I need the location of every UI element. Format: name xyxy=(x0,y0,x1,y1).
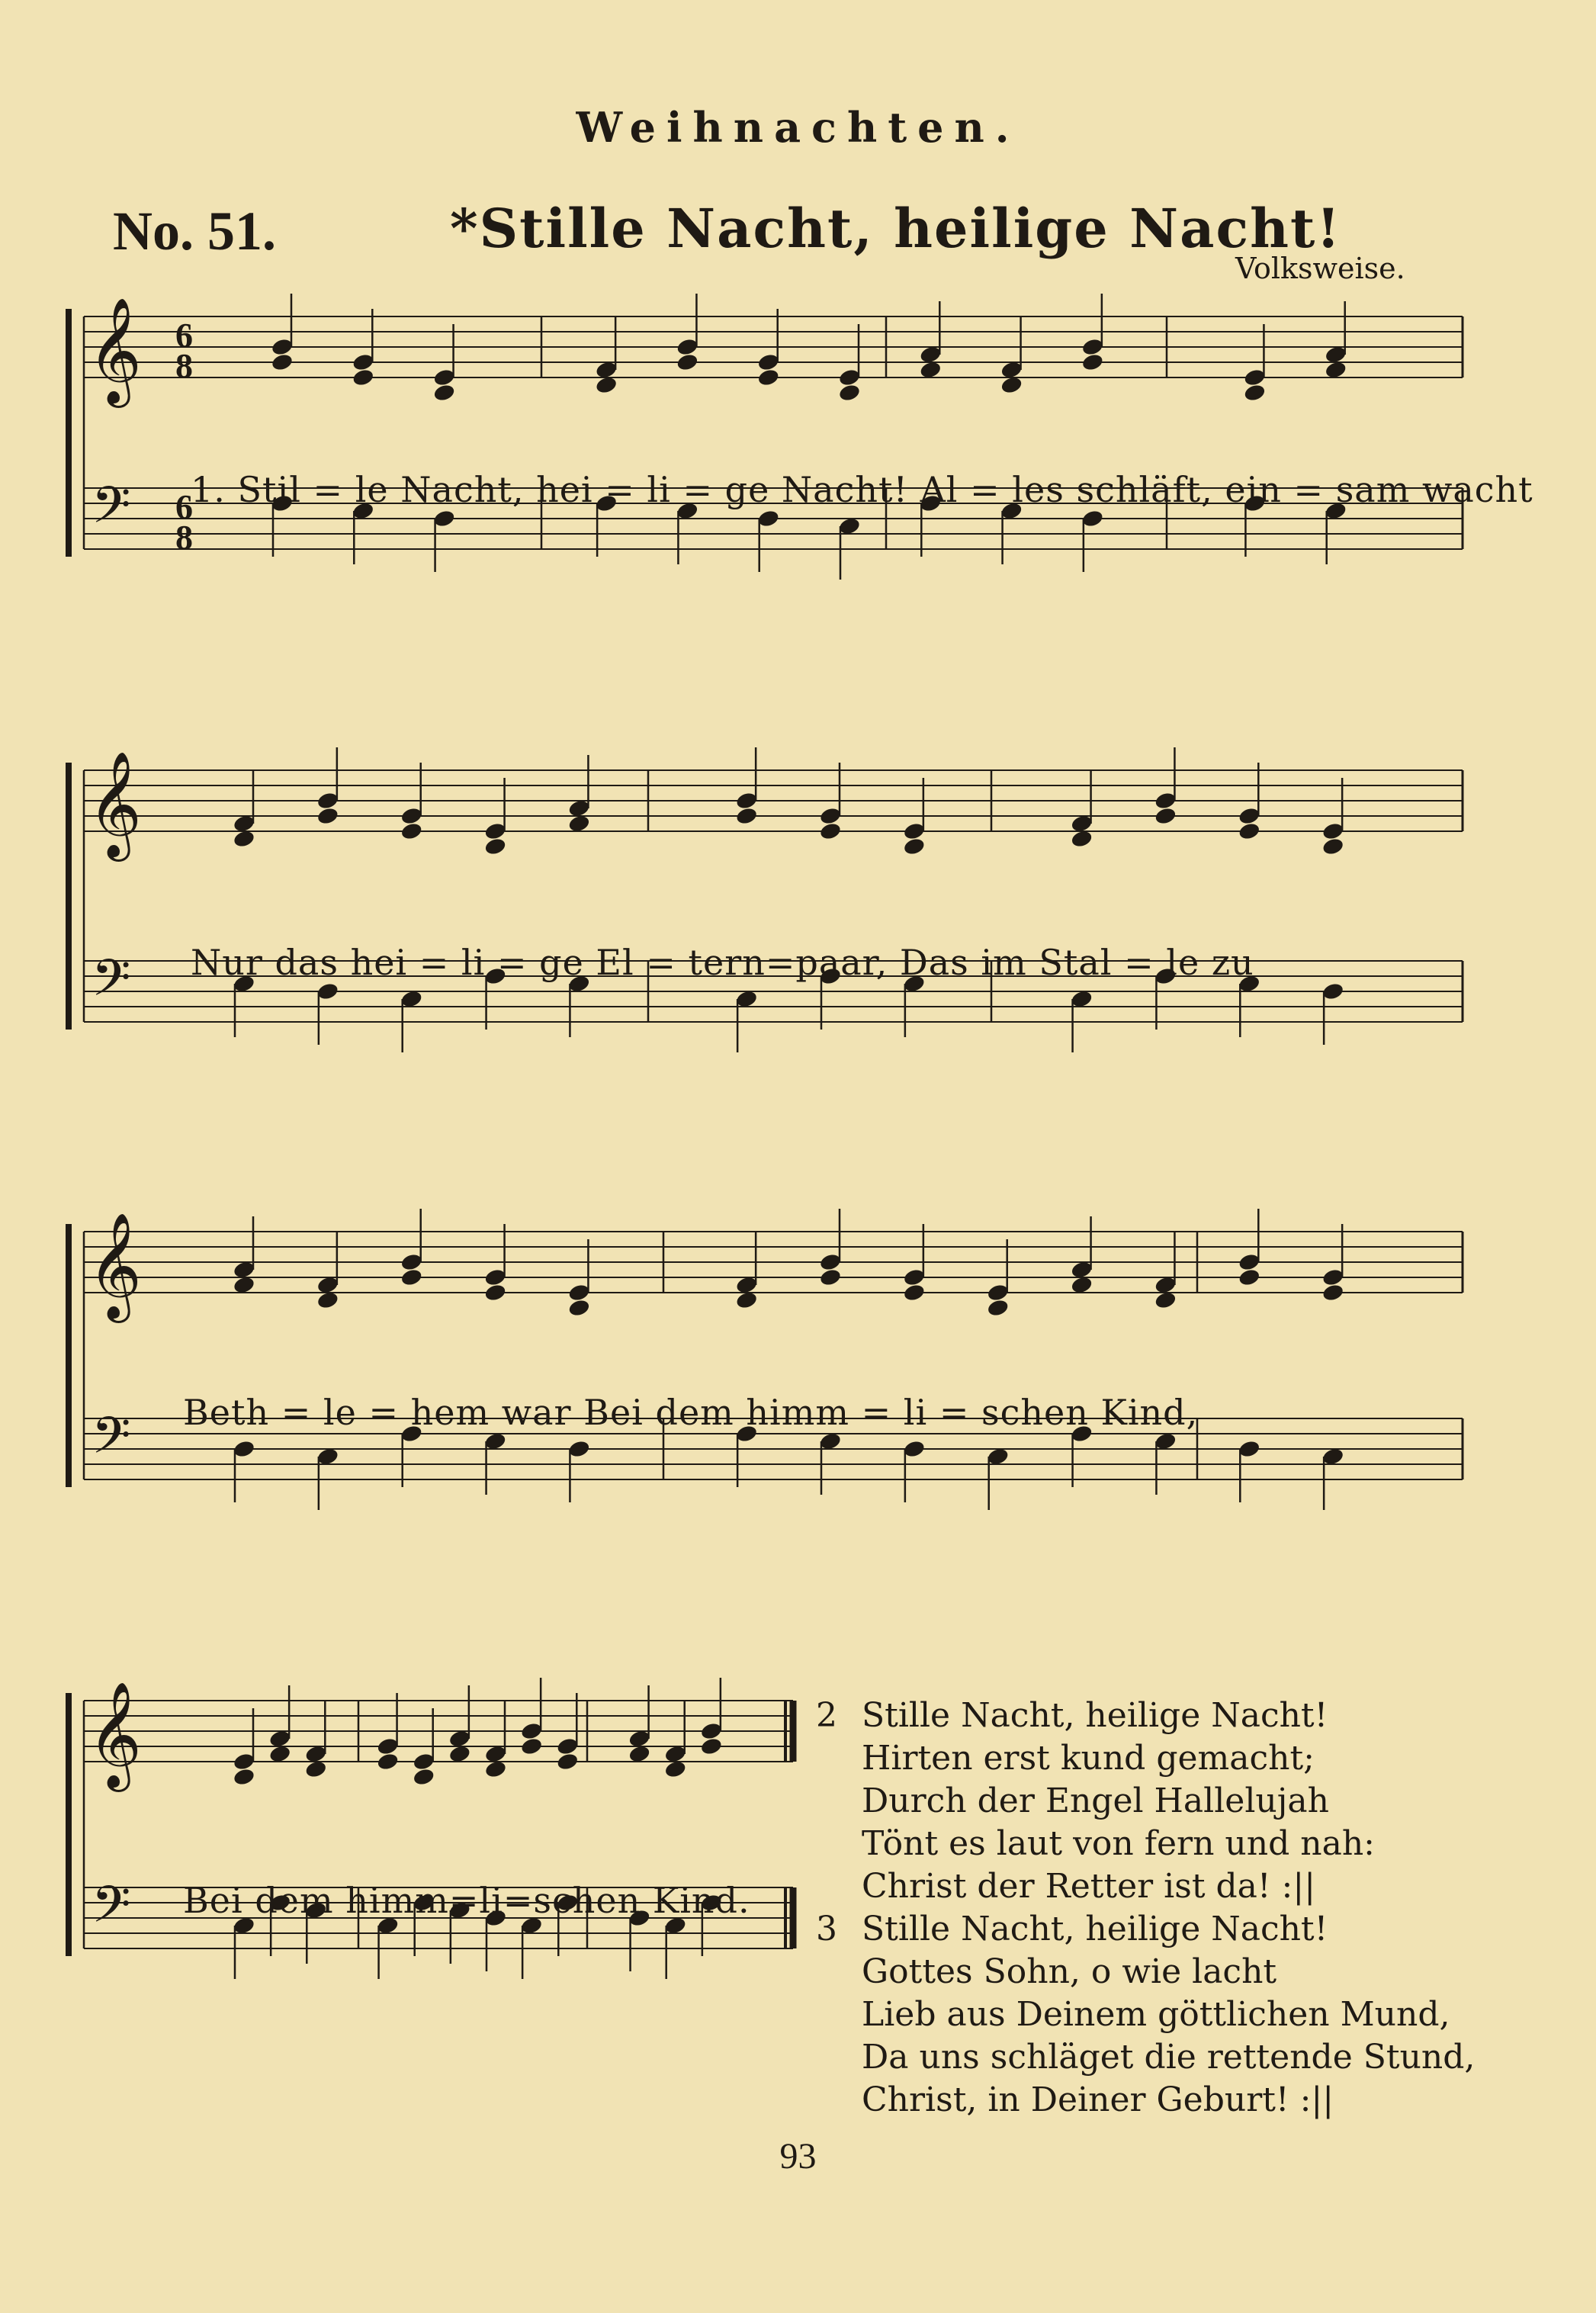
notehead xyxy=(432,368,456,387)
stanza-line xyxy=(816,1908,1475,1951)
notehead xyxy=(400,1267,423,1287)
notehead xyxy=(819,806,843,826)
notehead xyxy=(986,1298,1010,1318)
notehead xyxy=(1154,791,1177,811)
stanza-line xyxy=(816,1951,1475,1993)
stanza-line xyxy=(816,1780,1375,1823)
notehead xyxy=(567,1283,591,1303)
stanza-number: 3 xyxy=(816,1910,837,1948)
notehead xyxy=(1081,352,1105,372)
notehead xyxy=(819,1267,843,1287)
notehead xyxy=(903,821,926,841)
notehead xyxy=(483,837,507,856)
notehead xyxy=(400,806,423,826)
stanza-line xyxy=(816,2036,1475,2079)
notehead xyxy=(756,509,780,528)
treble-clef-icon: 𝄞 xyxy=(88,751,142,857)
stanza-3 xyxy=(816,1908,1475,2122)
notehead xyxy=(376,1736,400,1756)
bass-clef-icon: 𝄢 xyxy=(92,1406,131,1477)
notehead xyxy=(1238,821,1261,841)
notehead xyxy=(376,1752,400,1772)
notehead xyxy=(271,352,294,372)
time-signature-bottom: 8 xyxy=(175,346,193,385)
notehead xyxy=(316,981,340,1001)
notehead xyxy=(1321,1283,1345,1303)
notehead xyxy=(1081,337,1105,357)
notehead xyxy=(483,1267,507,1287)
notehead xyxy=(838,383,862,403)
bass-clef-icon: 𝄢 xyxy=(92,476,131,547)
notehead xyxy=(316,806,340,826)
notehead xyxy=(903,837,926,856)
stanza-text: Durch der Engel Hallelujah xyxy=(862,1781,1329,1820)
notehead xyxy=(676,337,699,357)
time-signature-top: 6 xyxy=(175,316,193,355)
notehead xyxy=(1321,837,1345,856)
notehead xyxy=(412,1752,435,1772)
notehead xyxy=(903,1439,926,1459)
stanza-line xyxy=(816,1993,1475,2036)
stanza-line xyxy=(816,1823,1375,1865)
notehead xyxy=(432,383,456,403)
stanza-text: Stille Nacht, heilige Nacht! xyxy=(862,1696,1328,1735)
lyric-line-3: Beth = le = hem war Bei dem himm = li = schen Kind, xyxy=(183,1392,1199,1433)
treble-clef-icon: 𝄞 xyxy=(88,1682,142,1788)
tune-attribution: Volksweise. xyxy=(1235,252,1405,285)
lyric-line-1: 1. Stil = le Nacht, hei = li = ge Nacht! Al = les schläft, ein = sam wacht xyxy=(191,469,1533,510)
stanza-line xyxy=(816,1737,1375,1780)
stanza-line xyxy=(816,1695,1375,1737)
bass-clef-icon: 𝄢 xyxy=(92,1875,131,1946)
notehead xyxy=(483,821,507,841)
section-title: Weihnachten. xyxy=(576,103,1020,152)
stanza-2 xyxy=(816,1695,1375,1908)
treble-clef-icon: 𝄞 xyxy=(88,297,142,403)
notehead xyxy=(1238,1267,1261,1287)
notehead xyxy=(556,1736,580,1756)
time-signature-bottom: 8 xyxy=(175,518,193,557)
notehead xyxy=(1081,509,1105,528)
notehead xyxy=(271,337,294,357)
notehead xyxy=(567,1298,591,1318)
notehead xyxy=(735,791,759,811)
notehead xyxy=(1321,981,1345,1001)
stanza-text: Stille Nacht, heilige Nacht! xyxy=(862,1910,1328,1948)
notehead xyxy=(233,1767,256,1787)
notehead xyxy=(567,1439,591,1459)
notehead xyxy=(233,1752,256,1772)
notehead xyxy=(233,1439,256,1459)
stanza-text: Lieb aus Deinem göttlichen Mund, xyxy=(862,1995,1450,2034)
notehead xyxy=(986,1283,1010,1303)
hymn-number: No. 51. xyxy=(113,201,276,262)
notehead xyxy=(1321,821,1345,841)
notehead xyxy=(1154,806,1177,826)
stanza-line xyxy=(816,1865,1375,1908)
time-signature-top: 6 xyxy=(175,487,193,526)
page-number: 93 xyxy=(779,2136,817,2176)
notehead xyxy=(819,1252,843,1272)
notehead xyxy=(400,1252,423,1272)
notehead xyxy=(1321,1267,1345,1287)
stanza-line xyxy=(816,2079,1475,2122)
notehead xyxy=(676,352,699,372)
notehead xyxy=(316,791,340,811)
stanza-text: Tönt es laut von fern und nah: xyxy=(862,1824,1375,1863)
stanza-text: Christ der Retter ist da! :|| xyxy=(862,1867,1316,1906)
notehead xyxy=(556,1752,580,1772)
notehead xyxy=(483,1283,507,1303)
notehead xyxy=(1243,368,1267,387)
stanza-number: 2 xyxy=(816,1696,837,1735)
notehead xyxy=(520,1721,544,1741)
notehead xyxy=(700,1736,724,1756)
notehead xyxy=(838,368,862,387)
notehead xyxy=(903,1283,926,1303)
notehead xyxy=(903,1267,926,1287)
stanza-text: Gottes Sohn, o wie lacht xyxy=(862,1952,1277,1991)
notehead xyxy=(756,352,780,372)
notehead xyxy=(1238,1439,1261,1459)
notehead xyxy=(756,368,780,387)
treble-clef-icon: 𝄞 xyxy=(88,1213,142,1319)
notehead xyxy=(1243,383,1267,403)
notehead xyxy=(400,821,423,841)
notehead xyxy=(520,1736,544,1756)
notehead xyxy=(412,1767,435,1787)
stanza-text: Hirten erst kund gemacht; xyxy=(862,1739,1315,1778)
hymn-title: *Stille Nacht, heilige Nacht! xyxy=(450,197,1342,260)
notehead xyxy=(1238,1252,1261,1272)
notehead xyxy=(432,509,456,528)
notehead xyxy=(819,821,843,841)
bass-clef-icon: 𝄢 xyxy=(92,949,131,1020)
notehead xyxy=(1238,806,1261,826)
lyric-line-2: Nur das hei = li = ge El = tern=paar, Das im Stal = le zu xyxy=(191,942,1254,983)
stanza-text: Da uns schläget die rettende Stund, xyxy=(862,2038,1476,2077)
notehead xyxy=(735,806,759,826)
notehead xyxy=(352,352,375,372)
lyric-line-4: Bei dem himm=li=schen Kind. xyxy=(183,1880,750,1921)
notehead xyxy=(352,368,375,387)
stanza-text: Christ, in Deiner Geburt! :|| xyxy=(862,2080,1334,2119)
notehead xyxy=(700,1721,724,1741)
